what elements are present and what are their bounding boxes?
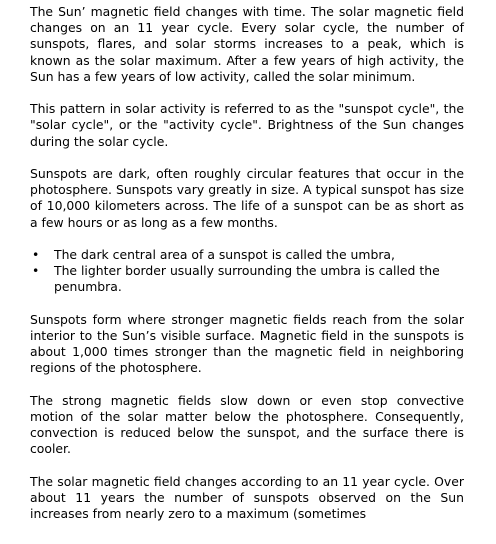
paragraph-convection: The strong magnetic fields slow down or even stop convective motion of the solar matter below the photosphere. Consequently, convection is reduced below the sunspot, and the surface there is cooler. xyxy=(30,392,464,457)
document-body xyxy=(30,4,464,539)
sunspot-parts-list xyxy=(30,247,464,296)
paragraph-cycle-names: This pattern in solar activity is referred to as the "sunspot cycle", the "solar cycle", or the "activity cycle". Brightness of the Sun changes during the solar cycle. xyxy=(30,101,464,149)
bullet-icon: • xyxy=(32,263,40,279)
paragraph-sunspots-description: Sunspots are dark, often roughly circular features that occur in the photosphere. Sunspots vary greatly in size. A typical sunspot has size of 10,000 kilometers across. The life of a sunspot can be as short as a few hours or as long as a few months. xyxy=(30,166,464,230)
list-item-text: The dark central area of a sunspot is called the umbra, xyxy=(54,247,395,262)
bullet-icon: • xyxy=(32,247,40,262)
list-item xyxy=(30,263,464,295)
list-item xyxy=(30,247,464,263)
list-item-text: The lighter border usually surrounding the umbra is called the penumbra. xyxy=(54,263,440,295)
paragraph-solar-cycle-intro: The Sun’ magnetic field changes with time. The solar magnetic field changes on an 11 year cycle. Every solar cycle, the number of sunspots, flares, and solar storms increases to a peak, which is known as the solar maximum. After a few years of high activity, the Sun has a few years of low activity, called the solar minimum. xyxy=(30,4,464,84)
paragraph-eleven-year-cycle: The solar magnetic field changes according to an 11 year cycle. Over about 11 years the number of sunspots observed on the Sun increases from nearly zero to a maximum (sometimes xyxy=(30,473,464,522)
paragraph-sunspot-formation: Sunspots form where stronger magnetic fields reach from the solar interior to the Sun’s visible surface. Magnetic field in the sunspots is about 1,000 times stronger than the magnetic field in neighboring regions of the photosphere. xyxy=(30,311,464,376)
